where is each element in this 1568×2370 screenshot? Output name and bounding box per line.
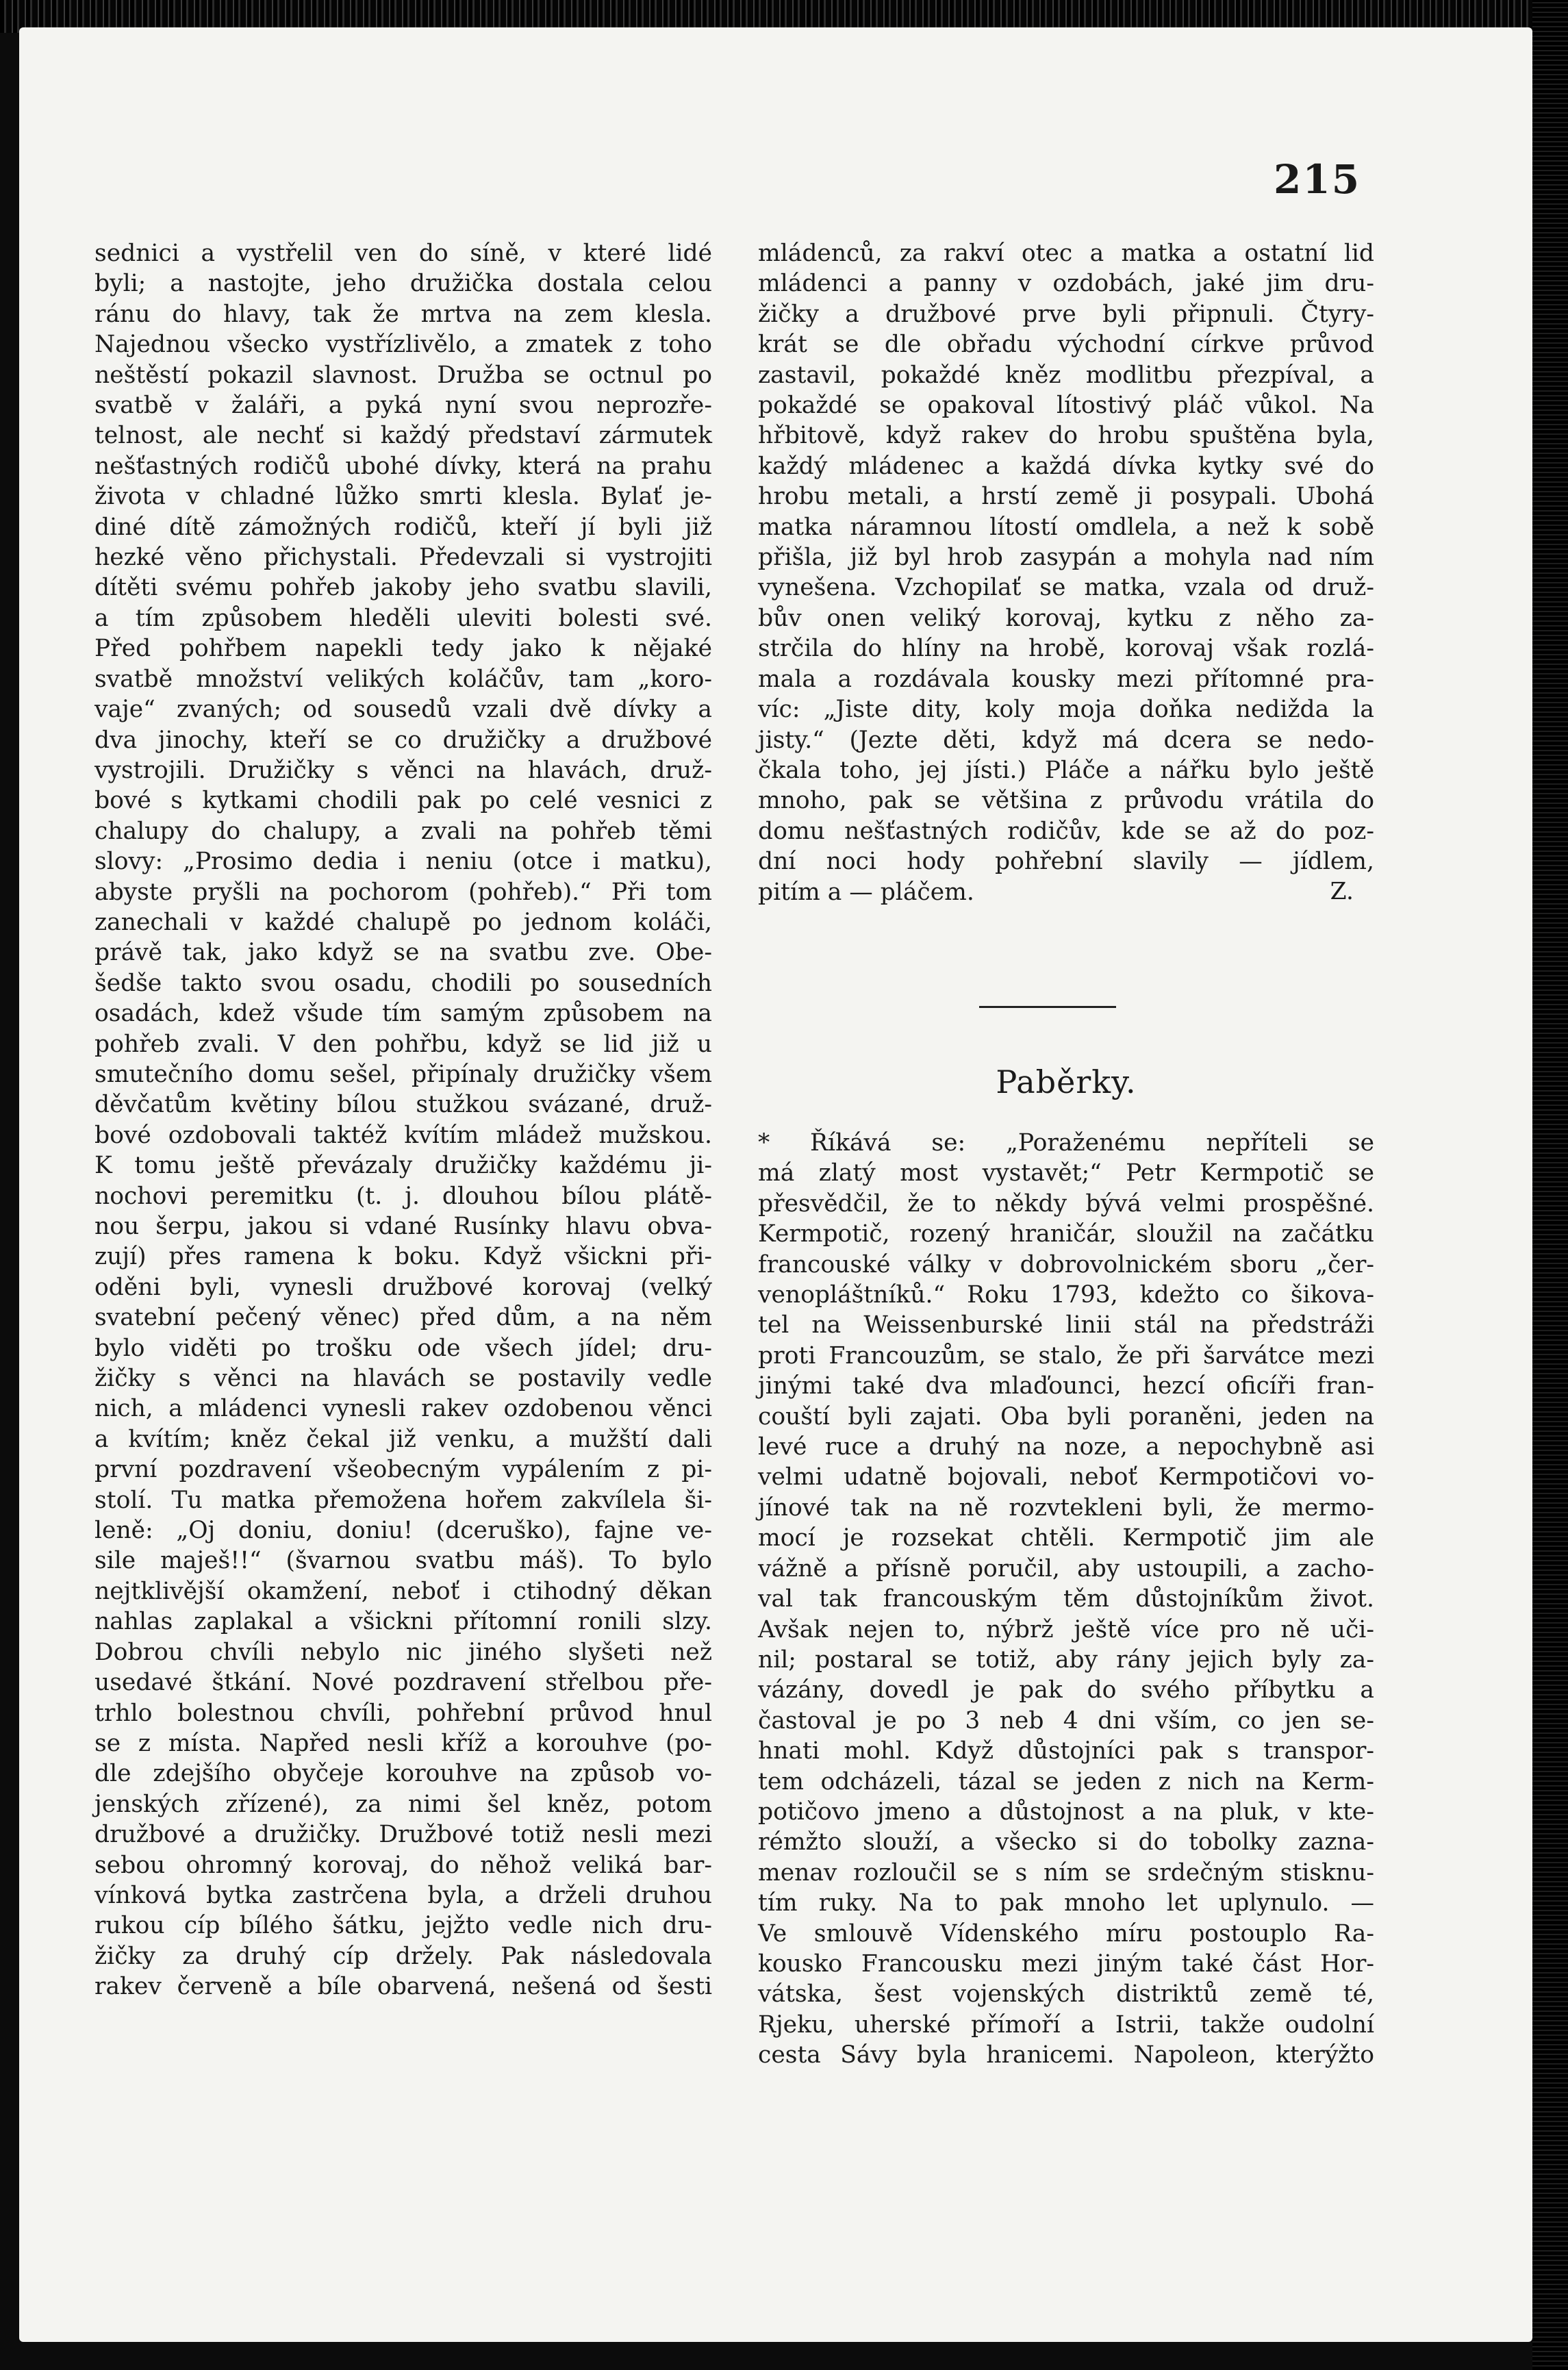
text-line: rémžto slouží, a všecko si do tobolky zazna-	[758, 1828, 1374, 1856]
text-line: družbové a družičky. Družbové totiž nesli mezi	[94, 1821, 712, 1849]
text-line: děvčatům květiny bílou stužkou svázané, druž-	[94, 1091, 712, 1119]
text-line: Dobrou chvíli nebylo nic jiného slyšeti než	[94, 1638, 712, 1666]
text-line: víc: „Jiste dity, koly moja doňka nedižda la	[758, 696, 1374, 724]
text-line: potičovo jmeno a důstojnost a na pluk, v kte-	[758, 1798, 1374, 1826]
section-divider	[979, 1006, 1116, 1008]
text-line: čkala toho, jej jísti.) Pláče a nářku bylo ještě	[758, 756, 1374, 784]
right-column-top	[758, 238, 1374, 907]
text-line: vátska, šest vojenských distriktů země té,	[758, 1980, 1374, 2008]
text-line: dní noci hody pohřební slavily — jídlem,	[758, 848, 1374, 876]
text-line: rakev červeně a bíle obarvená, nešená od šesti	[94, 1973, 712, 2001]
text-line: bové ozdobovali taktéž kvítím mládež mužskou.	[94, 1121, 712, 1149]
text-line: dva jinochy, kteří se co družičky a družbové	[94, 726, 712, 754]
section-heading: Paběrky.	[996, 1063, 1137, 1100]
text-line: cesta Sávy byla hranicemi. Napoleon, kterýžto	[758, 2041, 1374, 2069]
text-line: stolí. Tu matka přemožena hořem zakvílela ši-	[94, 1486, 712, 1514]
text-line: tem odcházeli, tázal se jeden z nich na Kerm-	[758, 1767, 1374, 1795]
text-line: proti Francouzům, se stalo, že při šarvátce mezi	[758, 1341, 1374, 1370]
text-line: Kermpotič, rozený hraničár, sloužil na začátku	[758, 1220, 1374, 1248]
text-line: nil; postaral se totiž, aby rány jejich byly za-	[758, 1646, 1374, 1674]
text-line: se z místa. Napřed nesli kříž a korouhve (po-	[94, 1729, 712, 1757]
text-line: hnati mohl. Když důstojníci pak s transpor-	[758, 1737, 1374, 1765]
text-line: dítěti svému pohřeb jakoby jeho svatbu slavili,	[94, 574, 712, 602]
text-line: vínková bytka zastrčena byla, a drželi druhou	[94, 1881, 712, 1909]
text-line: častoval je po 3 neb 4 dni vším, co jen se-	[758, 1706, 1374, 1735]
text-line: sile maješ!!“ (švarnou svatbu máš). To bylo	[94, 1547, 712, 1575]
text-line: jinými také dva mlaďounci, hezcí oficíři fran-	[758, 1372, 1374, 1400]
text-line: tím ruky. Na to pak mnoho let uplynulo. —	[758, 1889, 1374, 1917]
text-line: abyste pryšli na pochorom (pohřeb).“ Při tom	[94, 878, 712, 906]
text-line: zastavil, pokaždé kněz modlitbu přezpíval, a	[758, 361, 1374, 389]
text-line: chalupy do chalupy, a zvali na pohřeb těmi	[94, 817, 712, 845]
scan-right-edge	[1532, 0, 1568, 2370]
text-line: telnost, ale nechť si každý představí zármutek	[94, 422, 712, 450]
text-line: hrobu metali, a hrstí země ji posypali. Ubohá	[758, 483, 1374, 511]
text-line: Rjeku, uherské přímoří a Istrii, takže oudolní	[758, 2010, 1374, 2039]
text-line: Najednou všecko vystřízlivělo, a zmatek z toho	[94, 331, 712, 359]
text-line: leně: „Oj doniu, doniu! (dceruško), fajne ve-	[94, 1517, 712, 1545]
text-line: venopláštníků.“ Roku 1793, kdežto co šikova-	[758, 1281, 1374, 1309]
text-line: mládenců, za rakví otec a matka a ostatní lid	[758, 240, 1374, 267]
text-line: právě tak, jako když se na svatbu zve. Obe-	[94, 939, 712, 967]
text-line: žičky za druhý cíp držely. Pak následovala	[94, 1942, 712, 1970]
text-line: a kvítím; kněz čekal již venku, a mužští dali	[94, 1425, 712, 1453]
text-line: strčila do hlíny na hrobě, korovaj však rozlá-	[758, 635, 1374, 663]
text-line: vynešena. Vzchopilať se matka, vzala od druž-	[758, 574, 1374, 602]
text-line: a tím způsobem hleděli uleviti bolesti své.	[94, 604, 712, 632]
text-line: smutečního domu sešel, připínaly družičky všem	[94, 1060, 712, 1088]
text-line: zanechali v každé chalupě po jednom koláči,	[94, 908, 712, 936]
text-line: každý mládenec a každá dívka kytky své do	[758, 452, 1374, 480]
text-line: vystrojili. Družičky s věnci na hlavách, druž-	[94, 756, 712, 784]
text-line: byli; a nastojte, jeho družička dostala celou	[94, 270, 712, 298]
text-line: rukou cíp bílého šátku, jejžto vedle nich dru-	[94, 1912, 712, 1940]
page-number: 215	[1274, 156, 1361, 203]
text-line: šedše takto svou osadu, chodili po sousedních	[94, 969, 712, 997]
text-line: žičky s věnci na hlavách se postavily vedle	[94, 1365, 712, 1393]
text-line: svatbě v žaláři, a pyká nyní svou neprozře-	[94, 392, 712, 420]
text-line: přišla, již byl hrob zasypán a mohyla nad ním	[758, 544, 1374, 572]
text-line: Ve smlouvě Vídenského míru postouplo Ra-	[758, 1919, 1374, 1947]
text-line: jínové tak na ně rozvtekleni byli, že mermo-	[758, 1493, 1374, 1522]
left-column	[94, 238, 712, 2002]
text-line: nou šerpu, jakou si vdané Rusínky hlavu obva-	[94, 1213, 712, 1240]
text-line: francouské války v dobrovolnickém sboru „čer-	[758, 1250, 1374, 1278]
text-line: přesvědčil, že to někdy bývá velmi prospěšné.	[758, 1189, 1374, 1218]
text-line: bové s kytkami chodili pak po celé vesnici z	[94, 787, 712, 815]
text-line: mala a rozdávala kousky mezi přítomné pra-	[758, 665, 1374, 693]
text-line: nešťastných rodičů ubohé dívky, která na prahu	[94, 452, 712, 480]
text-line: matka náramnou lítostí omdlela, a než k sobě	[758, 513, 1374, 541]
text-line: pitím a — pláčem.	[758, 878, 974, 906]
text-line: tel na Weissenburské linii stál na předstráži	[758, 1311, 1374, 1339]
text-line: hřbitově, když rakev do hrobu spuštěna byla,	[758, 422, 1374, 450]
text-line: nochovi peremitku (t. j. dlouhou bílou plátě-	[94, 1182, 712, 1210]
text-line: žičky a družbové prve byli připnuli. Čtyry-	[758, 300, 1374, 328]
text-line: ránu do hlavy, tak že mrtva na zem klesla.	[94, 300, 712, 328]
text-line: nich, a mládenci vynesli rakev ozdobenou věnci	[94, 1395, 712, 1423]
text-line: první pozdravení všeobecným vypálením z pi-	[94, 1456, 712, 1484]
text-line: velmi udatně bojovali, neboť Kermpotičovi vo-	[758, 1463, 1374, 1491]
text-line: mládenci a panny v ozdobách, jaké jim dru-	[758, 270, 1374, 298]
text-line: pokaždé se opakoval lítostivý pláč vůkol. Na	[758, 392, 1374, 420]
text-line: má zlatý most vystavět;“ Petr Kermpotič se	[758, 1159, 1374, 1187]
text-line: slovy: „Prosimo dedia i neniu (otce i matku),	[94, 848, 712, 876]
text-line: svatbě množství velikých koláčův, tam „koro-	[94, 665, 712, 693]
text-line: Avšak nejen to, nýbrž ještě více pro ně uči-	[758, 1615, 1374, 1643]
text-line: nahlas zaplakal a všickni přítomní ronili slzy.	[94, 1608, 712, 1636]
text-line: sednici a vystřelil ven do síně, v které lidé	[94, 240, 712, 267]
text-line: vázány, dovedl je pak do svého příbytku a	[758, 1676, 1374, 1704]
text-line: svatební pečený věnec) před dům, a na něm	[94, 1304, 712, 1332]
text-line: neštěstí pokazil slavnost. Družba se octnul po	[94, 361, 712, 389]
text-line: mnoho, pak se většina z průvodu vrátila do	[758, 787, 1374, 815]
text-line: couští byli zajati. Oba byli poraněni, jeden na	[758, 1402, 1374, 1430]
text-line: val tak francouským těm důstojníkům život.	[758, 1585, 1374, 1613]
text-line: bův onen veliký korovaj, kytku z něho za-	[758, 604, 1374, 632]
text-line: Před pohřbem napekli tedy jako k nějaké	[94, 635, 712, 663]
text-line: osadách, kdež všude tím samým způsobem na	[94, 1000, 712, 1028]
text-line: jenských zřízené), za nimi šel kněz, potom	[94, 1790, 712, 1818]
text-line: sebou ohromný korovaj, do něhož veliká bar-	[94, 1851, 712, 1879]
text-line: pohřeb zvali. V den pohřbu, když se lid již u	[94, 1030, 712, 1058]
text-line: krát se dle obřadu východní církve průvod	[758, 331, 1374, 359]
text-line: jisty.“ (Jezte děti, když má dcera se nedo-	[758, 726, 1374, 754]
text-line: levé ruce a druhý na noze, a nepochybně asi	[758, 1433, 1374, 1461]
text-line: trhlo bolestnou chvíli, pohřební průvod hnul	[94, 1699, 712, 1727]
text-line: diné dítě zámožných rodičů, kteří jí byli již	[94, 513, 712, 541]
text-line: usedavé štkání. Nové pozdravení střelbou pře-	[94, 1669, 712, 1697]
text-line: bylo viděti po trošku ode všech jídel; dru-	[94, 1334, 712, 1362]
text-line: života v chladné lůžko smrti klesla. Bylať je-	[94, 483, 712, 511]
text-line: zují) přes ramena k boku. Když všickni při-	[94, 1243, 712, 1271]
text-line: vážně a přísně poručil, aby ustoupili, a zacho-	[758, 1554, 1374, 1583]
right-column-bottom	[758, 1128, 1374, 2071]
text-line: nejtklivější okamžení, neboť i ctihodný děkan	[94, 1577, 712, 1605]
text-line: domu nešťastných rodičův, kde se až do poz-	[758, 817, 1374, 845]
text-line: hezké věno přichystali. Předevzali si vystrojiti	[94, 544, 712, 572]
text-line: vaje“ zvaných; od sousedů vzali dvě dívky a	[94, 696, 712, 724]
text-line: oděni byli, vynesli družbové korovaj (velký	[94, 1273, 712, 1301]
signature: Z.	[1330, 878, 1354, 906]
text-line: K tomu ještě převázaly družičky každému ji-	[94, 1152, 712, 1180]
text-line: dle zdejšího obyčeje korouhve na způsob vo-	[94, 1760, 712, 1788]
text-line: kousko Francousku mezi jiným také část Hor-	[758, 1950, 1374, 1978]
text-line: * Říkává se: „Poraženému nepříteli se	[758, 1129, 1374, 1157]
text-line: menav rozloučil se s ním se srdečným stisknu-	[758, 1858, 1374, 1887]
text-line: mocí je rozsekat chtěli. Kermpotič jim ale	[758, 1524, 1374, 1552]
